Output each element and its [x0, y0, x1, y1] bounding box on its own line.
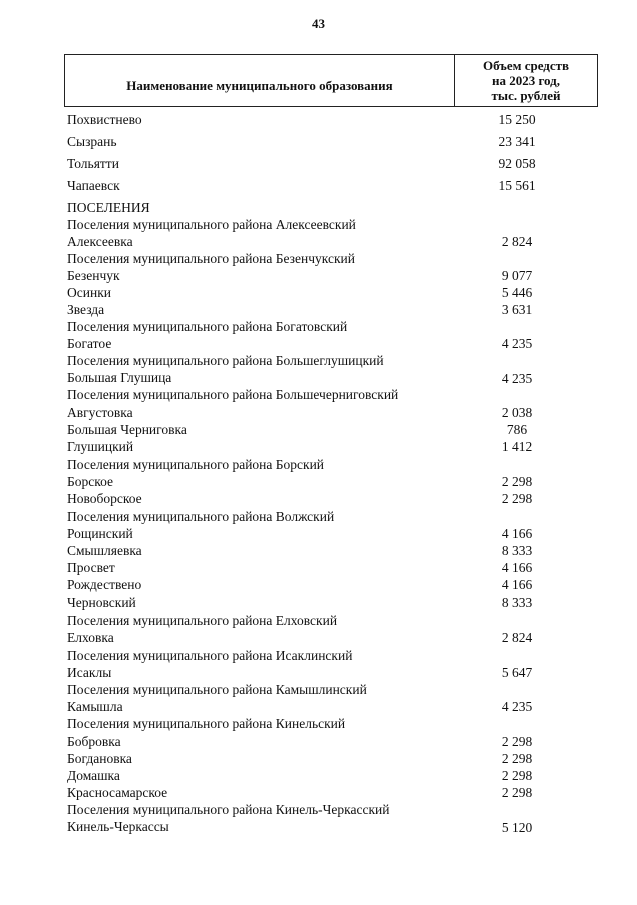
row-value: 15 561	[498, 178, 536, 193]
row-label: Поселения муниципального района Алексеевский	[67, 217, 356, 232]
row-label: Августовка	[67, 405, 133, 420]
row-label: Рощинский	[67, 526, 133, 541]
row-value: 2 824	[501, 630, 533, 645]
row-value: 2 298	[501, 768, 533, 783]
header-volume-line-1: Объем средств	[482, 58, 570, 73]
row-label: Большая Черниговка	[67, 422, 187, 437]
row-label: Поселения муниципального района Богатовский	[67, 319, 348, 334]
page-number: 43	[312, 16, 325, 31]
row-label: Поселения муниципального района Елховский	[67, 613, 338, 628]
row-value: 15 250	[498, 112, 536, 127]
row-label: Поселения муниципального района Большечерниговский	[67, 387, 399, 402]
row-label: Елховка	[67, 630, 114, 645]
row-value: 8 333	[501, 543, 533, 558]
row-label: Большая Глушица	[67, 370, 172, 385]
row-value: 4 235	[501, 699, 533, 714]
row-label: Кинель-Черкассы	[67, 819, 169, 834]
row-label: Поселения муниципального района Борский	[67, 457, 325, 472]
row-value: 2 298	[501, 751, 533, 766]
row-value: 4 166	[501, 577, 533, 592]
row-value: 4 235	[501, 371, 533, 386]
row-label: Поселения муниципального района Волжский	[67, 509, 335, 524]
row-label: Бобровка	[67, 734, 121, 749]
row-label: Черновский	[67, 595, 136, 610]
row-value: 5 446	[501, 285, 533, 300]
row-label: ПОСЕЛЕНИЯ	[67, 200, 150, 215]
row-label: Звезда	[67, 302, 105, 317]
row-label: Поселения муниципального района Безенчукский	[67, 251, 355, 266]
row-label: Осинки	[67, 285, 111, 300]
header-volume-column	[455, 55, 597, 106]
row-value: 4 235	[501, 336, 533, 351]
row-label: Безенчук	[67, 268, 120, 283]
row-label: Поселения муниципального района Камышлинский	[67, 682, 367, 697]
row-value: 2 298	[501, 474, 533, 489]
row-label: Исаклы	[67, 665, 112, 680]
row-label: Богдановка	[67, 751, 132, 766]
row-label: Борское	[67, 474, 114, 489]
row-value: 3 631	[501, 302, 533, 317]
row-value: 5 120	[501, 820, 533, 835]
header-name-label: Наименование муниципального образования	[126, 78, 393, 93]
row-value: 2 038	[501, 405, 533, 420]
row-value: 2 298	[501, 491, 533, 506]
row-value: 23 341	[498, 134, 536, 149]
header-name-column	[65, 55, 455, 106]
row-value: 786	[506, 422, 528, 437]
row-value: 2 298	[501, 785, 533, 800]
row-value: 4 166	[501, 560, 533, 575]
row-label: Поселения муниципального района Исаклинский	[67, 648, 353, 663]
row-label: Чапаевск	[67, 178, 120, 193]
row-value: 2 824	[501, 234, 533, 249]
row-label: Смышляевка	[67, 543, 142, 558]
row-label: Рождествено	[67, 577, 142, 592]
row-value: 1 412	[501, 439, 533, 454]
row-label: Похвистнево	[67, 112, 142, 127]
row-label: Новоборское	[67, 491, 142, 506]
header-volume-line-3: тыс. рублей	[491, 88, 561, 103]
row-label: Красносамарское	[67, 785, 168, 800]
row-value: 4 166	[501, 526, 533, 541]
row-label: Поселения муниципального района Большеглушицкий	[67, 353, 384, 368]
row-label: Глушицкий	[67, 439, 134, 454]
table-header	[64, 54, 598, 107]
row-value: 8 333	[501, 595, 533, 610]
row-value: 2 298	[501, 734, 533, 749]
row-label: Камышла	[67, 699, 123, 714]
row-value: 92 058	[498, 156, 536, 171]
row-value: 5 647	[501, 665, 533, 680]
row-label: Богатое	[67, 336, 112, 351]
row-value: 9 077	[501, 268, 533, 283]
row-label: Домашка	[67, 768, 120, 783]
row-label: Тольятти	[67, 156, 119, 171]
row-label: Сызрань	[67, 134, 117, 149]
row-label: Алексеевка	[67, 234, 133, 249]
header-volume-line-2: на 2023 год,	[491, 73, 561, 88]
row-label: Поселения муниципального района Кинельский	[67, 716, 346, 731]
row-label: Поселения муниципального района Кинель-Черкасский	[67, 802, 390, 817]
row-label: Просвет	[67, 560, 115, 575]
